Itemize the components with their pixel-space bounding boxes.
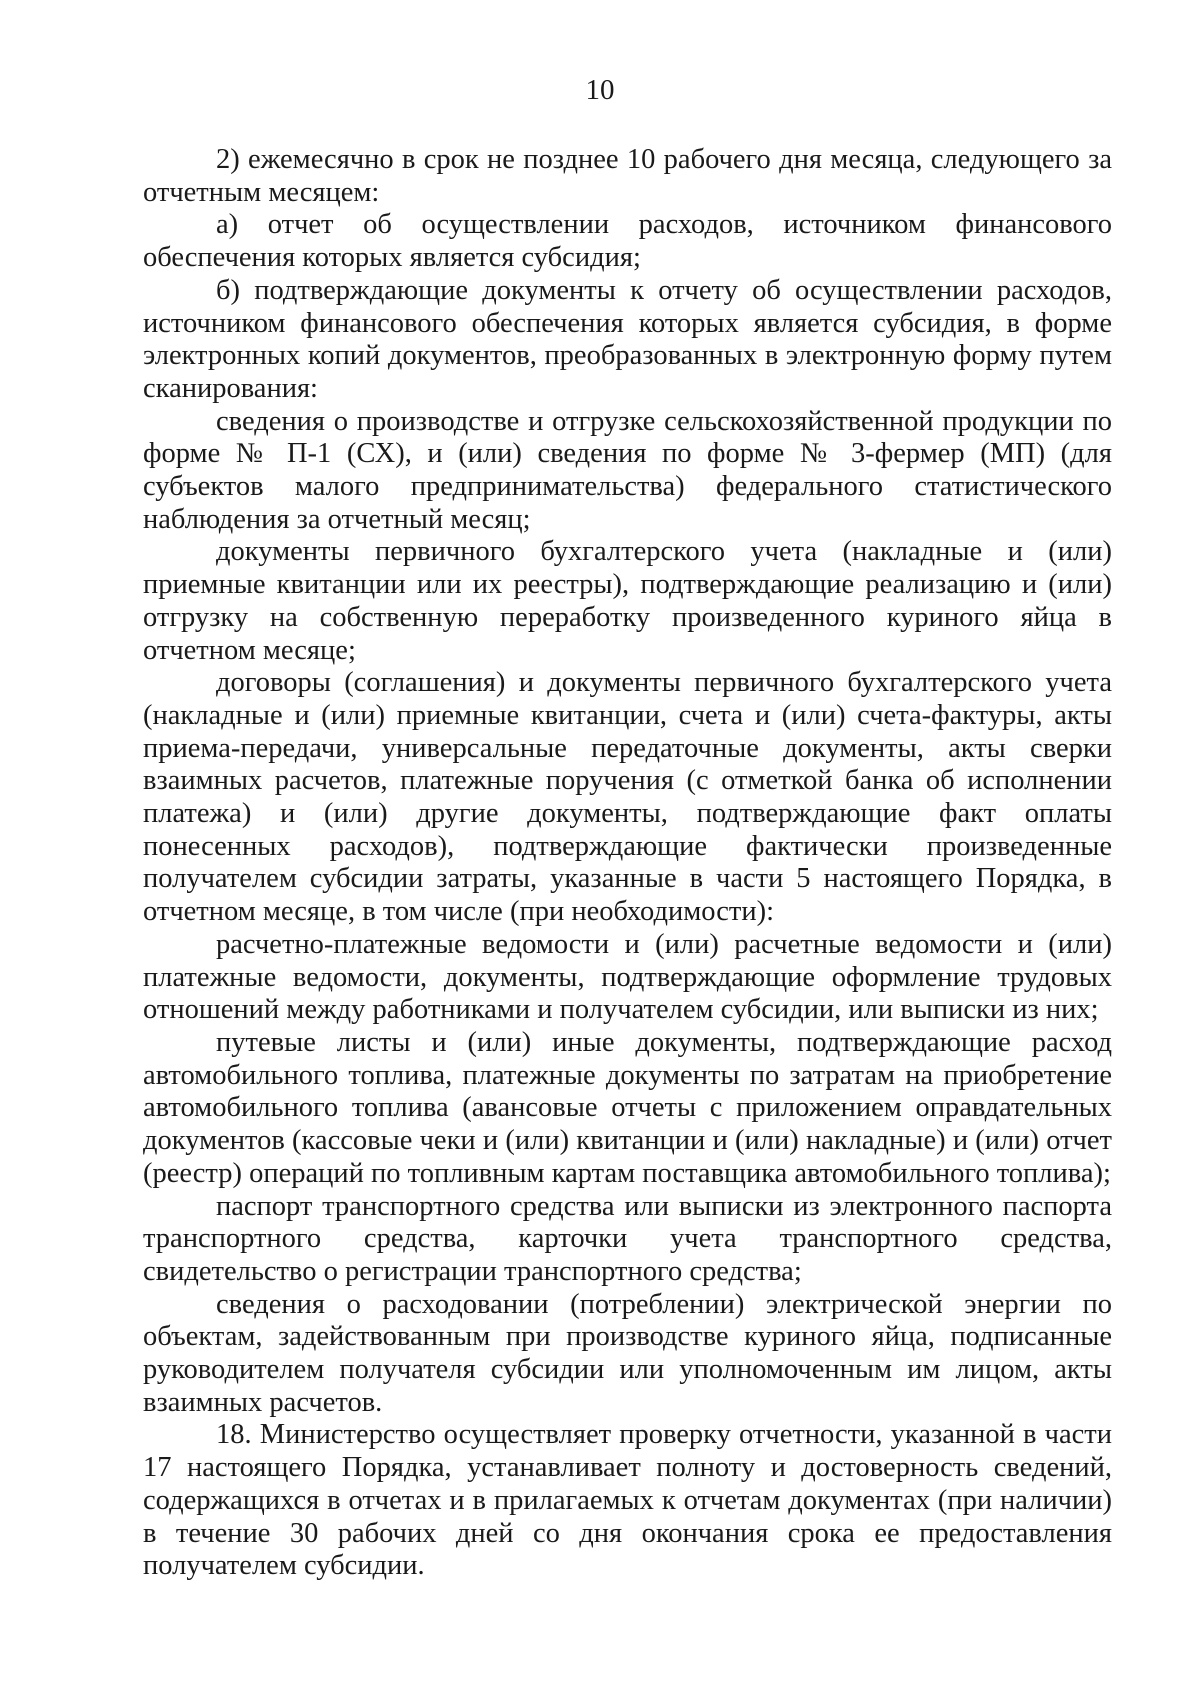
paragraph-accounting-documents: документы первичного бухгалтерского учета (накладные и (или) приемные квитанции или их реестры), подтверждающие реализацию и (или) отгрузку на собственную переработку произведенного куриного яйца в отчетном месяце; bbox=[143, 536, 1112, 666]
paragraph-production-info: сведения о производстве и отгрузке сельскохозяйственной продукции по форме № П-1 (СХ), и (или) сведения по форме № 3-фермер (МП) (для субъектов малого предпринимательства) федерального статистического наблюдения за отчетный месяц; bbox=[143, 405, 1112, 535]
paragraph-expense-report: а) отчет об осуществлении расходов, источником финансового обеспечения которых является субсидия; bbox=[143, 209, 1112, 274]
paragraph-electricity: сведения о расходовании (потреблении) электрической энергии по объектам, задействованным при производстве куриного яйца, подписанные руководителем получателя субсидии или уполномоченным им лицом, акты взаимных расчетов. bbox=[143, 1288, 1112, 1418]
paragraph-payroll: расчетно-платежные ведомости и (или) расчетные ведомости и (или) платежные ведомости, документы, подтверждающие оформление трудовых отношений между работниками и получателем субсидии, или выписки из них; bbox=[143, 928, 1112, 1026]
paragraph-waybills: путевые листы и (или) иные документы, подтверждающие расход автомобильного топлива, платежные документы по затратам на приобретение автомобильного топлива (авансовые отчеты с приложением оправдательных документов (кассовые чеки и (или) квитанции и (или) накладные) и (или) отчет (реестр) операций по топливным картам поставщика автомобильного топлива); bbox=[143, 1026, 1112, 1189]
paragraph-section-18: 18. Министерство осуществляет проверку отчетности, указанной в части 17 настоящего Порядка, устанавливает полноту и достоверность сведений, содержащихся в отчетах и в прилагаемых к отчетам документах (при наличии) в течение 30 рабочих дней со дня окончания срока ее предоставления получателем субсидии. bbox=[143, 1419, 1112, 1582]
page-number: 10 bbox=[585, 74, 615, 106]
paragraph-vehicle-passport: паспорт транспортного средства или выписки из электронного паспорта транспортного средства, карточки учета транспортного средства, свидетельство о регистрации транспортного средства; bbox=[143, 1190, 1112, 1287]
paragraph-contracts: договоры (соглашения) и документы первичного бухгалтерского учета (накладные и (или) приемные квитанции, счета и (или) счета-фактуры, акты приема-передачи, универсальные передаточные документы, акты сверки взаимных расчетов, платежные поручения (с отметкой банка об исполнении платежа) и (или) другие документы, подтверждающие факт оплаты понесенных расходов), подтверждающие фактически произведенные получателем субсидии затраты, указанные в части 5 настоящего Порядка, в отчетном месяце, в том числе (при необходимости): bbox=[143, 667, 1112, 928]
paragraph-monthly-deadline: 2) ежемесячно в срок не позднее 10 рабочего дня месяца, следующего за отчетным месяцем: bbox=[143, 144, 1112, 208]
paragraph-supporting-documents: б) подтверждающие документы к отчету об осуществлении расходов, источником финансового обеспечения которых является субсидия, в форме электронных копий документов, преобразованных в электронную форму путем сканирования: bbox=[143, 274, 1112, 404]
document-body bbox=[143, 144, 1112, 1583]
